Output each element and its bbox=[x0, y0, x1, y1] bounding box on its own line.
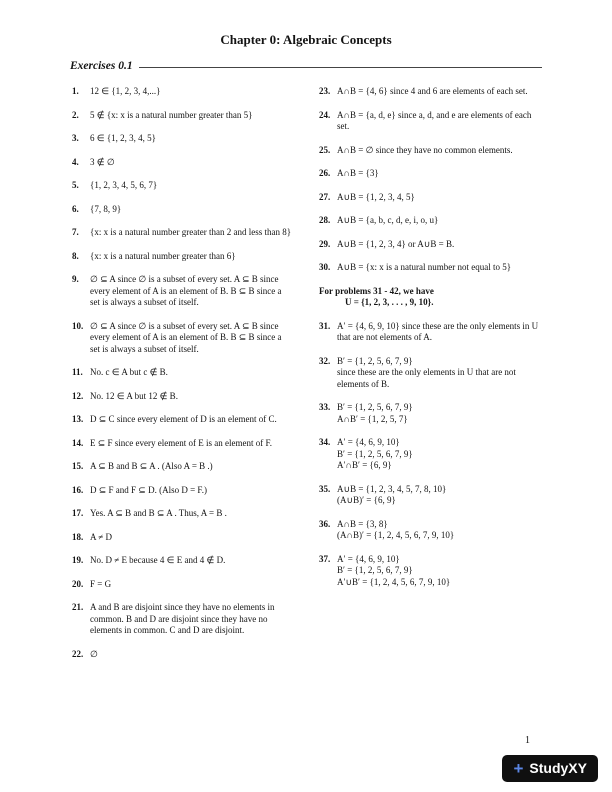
exercise-item bbox=[72, 508, 293, 520]
item-content bbox=[90, 485, 293, 497]
item-line: Yes. A ⊆ B and B ⊆ A . Thus, A = B . bbox=[90, 508, 227, 518]
right-column bbox=[319, 86, 540, 672]
item-number: 36. bbox=[319, 518, 331, 529]
item-content bbox=[90, 321, 293, 356]
item-number: 2. bbox=[72, 109, 79, 120]
item-line: 5 ∉ {x: x is a natural number greater than 5} bbox=[90, 109, 253, 120]
item-content bbox=[90, 649, 293, 661]
item-line: A∪B = {1, 2, 3, 4, 5} bbox=[337, 191, 415, 202]
item-line: A∩B′ = {1, 2, 5, 7} bbox=[337, 413, 408, 424]
item-content bbox=[90, 367, 293, 379]
exercise-item bbox=[319, 262, 540, 274]
item-line: A∩B = {4, 6} since 4 and 6 are elements of each set. bbox=[337, 86, 528, 96]
item-line: No. c ∈ A but c ∉ B. bbox=[90, 367, 168, 377]
exercise-item bbox=[319, 145, 540, 157]
section-underline-rule bbox=[139, 67, 542, 68]
item-content bbox=[90, 555, 293, 567]
item-content bbox=[337, 321, 540, 344]
item-content bbox=[90, 86, 293, 98]
exercise-item bbox=[72, 485, 293, 497]
exercise-item bbox=[319, 402, 540, 425]
exercise-item bbox=[72, 649, 293, 661]
exercise-item bbox=[319, 192, 540, 204]
item-line: A′ = {4, 6, 9, 10} bbox=[337, 437, 400, 447]
item-line: No. D ≠ E because 4 ∈ E and 4 ∉ D. bbox=[90, 555, 226, 565]
exercise-item bbox=[319, 215, 540, 227]
item-content bbox=[337, 215, 540, 227]
logo-brand-text: StudyXY bbox=[529, 760, 587, 776]
exercise-item bbox=[72, 414, 293, 426]
page-number: 1 bbox=[525, 735, 530, 746]
item-number: 14. bbox=[72, 437, 84, 448]
item-line: F = G bbox=[90, 578, 112, 589]
left-column bbox=[72, 86, 293, 672]
item-number: 16. bbox=[72, 484, 84, 495]
exercise-item bbox=[72, 602, 293, 637]
item-content bbox=[90, 461, 293, 473]
item-line: 12 ∈ {1, 2, 3, 4,...} bbox=[90, 86, 161, 96]
item-content bbox=[337, 239, 540, 251]
exercise-item bbox=[72, 579, 293, 591]
item-number: 22. bbox=[72, 648, 84, 659]
item-content bbox=[90, 508, 293, 520]
item-content bbox=[337, 110, 540, 133]
exercise-item bbox=[72, 321, 293, 356]
item-content bbox=[90, 438, 293, 450]
item-content bbox=[337, 262, 540, 274]
item-line: A′∩B′ = {6, 9} bbox=[337, 460, 392, 470]
item-content bbox=[90, 532, 293, 544]
item-number: 23. bbox=[319, 86, 331, 96]
item-line: A′ = {4, 6, 9, 10} since these are the only elements in U that are not elements of A. bbox=[337, 320, 539, 342]
item-content bbox=[337, 356, 540, 391]
item-number: 34. bbox=[319, 437, 331, 447]
item-number: 27. bbox=[319, 191, 331, 202]
item-number: 4. bbox=[72, 156, 79, 167]
item-line: B′ = {1, 2, 5, 6, 7, 9} bbox=[337, 448, 413, 459]
exercise-item bbox=[72, 227, 293, 239]
item-line: ∅ ⊆ A since ∅ is a subset of every set. A ⊆ B since every element of A is an element of B. B ⊆ B since a set is always a subset of itself. bbox=[90, 320, 282, 354]
item-line: A∩B = {a, d, e} since a, d, and e are elements of each set. bbox=[337, 109, 532, 131]
item-content bbox=[90, 274, 293, 309]
item-number: 24. bbox=[319, 109, 331, 120]
item-number: 13. bbox=[72, 414, 84, 424]
item-line: A and B are disjoint since they have no elements in common. B and D are disjoint since they have no elements in common. C and D are disjoint. bbox=[90, 602, 275, 635]
item-line: ∅ ⊆ A since ∅ is a subset of every set. A ⊆ B since every element of A is an element of B. B ⊆ B since a set is always a subset of itself. bbox=[90, 274, 282, 307]
item-line: (A∪B)′ = {6, 9} bbox=[337, 495, 396, 505]
item-number: 12. bbox=[72, 390, 84, 401]
exercise-item bbox=[72, 555, 293, 567]
exercise-item bbox=[72, 204, 293, 216]
item-content bbox=[337, 484, 540, 507]
exercise-item bbox=[72, 86, 293, 98]
item-line: B′ = {1, 2, 5, 6, 7, 9} bbox=[337, 355, 413, 366]
item-number: 35. bbox=[319, 483, 331, 494]
item-number: 33. bbox=[319, 402, 331, 412]
exercise-item bbox=[72, 532, 293, 544]
plus-icon: + bbox=[513, 759, 524, 778]
item-number: 29. bbox=[319, 238, 331, 249]
item-content bbox=[337, 554, 540, 589]
item-number: 8. bbox=[72, 250, 79, 261]
exercise-item bbox=[319, 86, 540, 98]
item-number: 28. bbox=[319, 215, 331, 225]
item-number: 31. bbox=[319, 320, 331, 331]
item-content bbox=[337, 86, 540, 98]
exercise-item bbox=[72, 110, 293, 122]
item-number: 9. bbox=[72, 274, 79, 284]
item-number: 6. bbox=[72, 203, 79, 214]
exercise-item bbox=[72, 367, 293, 379]
right-column-bottom bbox=[319, 321, 540, 589]
exercise-item bbox=[72, 251, 293, 263]
right-column-top bbox=[319, 86, 540, 274]
item-line: 3 ∉ ∅ bbox=[90, 156, 115, 167]
item-content bbox=[90, 157, 293, 169]
note-universal-set: U = {1, 2, 3, . . . , 9, 10}. bbox=[345, 297, 434, 307]
item-content bbox=[90, 204, 293, 216]
item-number: 25. bbox=[319, 144, 331, 155]
item-content bbox=[337, 192, 540, 204]
item-line: {7, 8, 9} bbox=[90, 203, 122, 214]
exercise-item bbox=[319, 110, 540, 133]
item-line: D ⊆ F and F ⊆ D. (Also D = F.) bbox=[90, 484, 207, 495]
item-number: 30. bbox=[319, 262, 331, 272]
item-line: No. 12 ∈ A but 12 ∉ B. bbox=[90, 390, 178, 401]
exercise-item bbox=[72, 180, 293, 192]
item-number: 15. bbox=[72, 461, 84, 471]
exercise-item bbox=[319, 168, 540, 180]
item-line: 6 ∈ {1, 2, 3, 4, 5} bbox=[90, 133, 156, 143]
problems-range-note bbox=[319, 286, 540, 309]
item-number: 37. bbox=[319, 553, 331, 564]
note-line: For problems 31 - 42, we have bbox=[319, 285, 434, 296]
item-content bbox=[90, 251, 293, 263]
studyxy-logo bbox=[502, 755, 598, 782]
page-title: Chapter 0: Algebraic Concepts bbox=[220, 32, 392, 47]
item-number: 5. bbox=[72, 180, 79, 190]
item-line: A ≠ D bbox=[90, 531, 112, 542]
item-line: D ⊆ C since every element of D is an element of C. bbox=[90, 414, 277, 424]
item-line: A∩B = {3} bbox=[337, 168, 379, 178]
item-content bbox=[337, 402, 540, 425]
item-line: A∩B = ∅ since they have no common elements. bbox=[337, 144, 513, 155]
item-line: E ⊆ F since every element of E is an element of F. bbox=[90, 437, 273, 448]
exercise-item bbox=[72, 391, 293, 403]
item-line: B′ = {1, 2, 5, 6, 7, 9} bbox=[337, 565, 413, 575]
item-content bbox=[337, 145, 540, 157]
section-label: Exercises 0.1 bbox=[70, 60, 133, 72]
section-heading bbox=[70, 60, 542, 72]
item-line: A∪B = {1, 2, 3, 4} or A∪B = B. bbox=[337, 238, 455, 249]
item-line: {x: x is a natural number greater than 2 and less than 8} bbox=[90, 227, 292, 237]
item-content bbox=[337, 437, 540, 472]
item-number: 20. bbox=[72, 578, 84, 589]
item-line: B′ = {1, 2, 5, 6, 7, 9} bbox=[337, 402, 413, 412]
item-content bbox=[90, 133, 293, 145]
item-number: 26. bbox=[319, 168, 331, 178]
item-line: (A∩B)′ = {1, 2, 4, 5, 6, 7, 9, 10} bbox=[337, 530, 455, 540]
exercise-item bbox=[72, 438, 293, 450]
exercise-item bbox=[319, 519, 540, 542]
exercise-item bbox=[319, 484, 540, 507]
item-content bbox=[90, 180, 293, 192]
item-content bbox=[90, 579, 293, 591]
item-line: A∪B = {x: x is a natural number not equal to 5} bbox=[337, 262, 512, 272]
item-number: 21. bbox=[72, 602, 84, 612]
item-content bbox=[90, 414, 293, 426]
item-number: 3. bbox=[72, 133, 79, 143]
item-line: A∪B = {a, b, c, d, e, i, o, u} bbox=[337, 215, 439, 225]
item-content bbox=[337, 519, 540, 542]
item-number: 1. bbox=[72, 86, 79, 96]
item-line: A∪B = {1, 2, 3, 4, 5, 7, 8, 10} bbox=[337, 483, 447, 494]
exercise-item bbox=[319, 356, 540, 391]
item-number: 7. bbox=[72, 227, 79, 237]
item-line: {x: x is a natural number greater than 6} bbox=[90, 250, 236, 261]
item-number: 19. bbox=[72, 555, 84, 565]
exercise-item bbox=[72, 461, 293, 473]
item-number: 18. bbox=[72, 531, 84, 542]
item-content bbox=[90, 602, 293, 637]
item-line: A ⊆ B and B ⊆ A . (Also A = B .) bbox=[90, 461, 213, 471]
item-content bbox=[90, 110, 293, 122]
exercise-item bbox=[319, 554, 540, 589]
item-line: ∅ bbox=[90, 648, 98, 659]
item-content bbox=[337, 168, 540, 180]
item-content bbox=[90, 227, 293, 239]
exercise-item bbox=[319, 437, 540, 472]
item-line: A′∪B′ = {1, 2, 4, 5, 6, 7, 9, 10} bbox=[337, 576, 451, 587]
item-number: 10. bbox=[72, 320, 84, 331]
item-line: since these are the only elements in U that are not elements of B. bbox=[337, 367, 516, 389]
item-line: {1, 2, 3, 4, 5, 6, 7} bbox=[90, 180, 158, 190]
two-column-layout bbox=[0, 80, 612, 672]
exercise-item bbox=[72, 157, 293, 169]
exercise-item bbox=[319, 321, 540, 344]
item-line: A∩B = {3, 8} bbox=[337, 518, 388, 529]
item-line: A′ = {4, 6, 9, 10} bbox=[337, 553, 400, 564]
item-number: 17. bbox=[72, 508, 84, 518]
exercise-item bbox=[319, 239, 540, 251]
exercise-item bbox=[72, 274, 293, 309]
exercise-item bbox=[72, 133, 293, 145]
item-content bbox=[90, 391, 293, 403]
item-number: 11. bbox=[72, 367, 83, 377]
item-number: 32. bbox=[319, 355, 331, 366]
